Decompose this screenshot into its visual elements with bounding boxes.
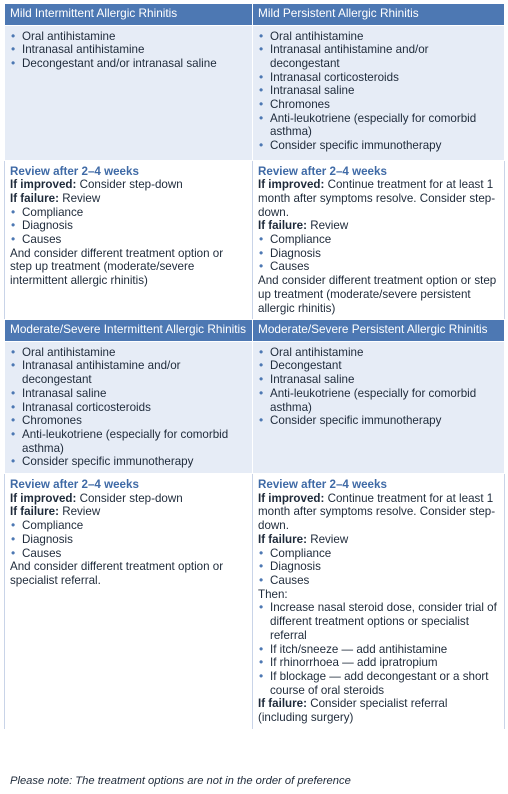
- options-moderate-persistent: [253, 341, 505, 473]
- list-item: • If itch/sneeze — add antihistamine: [258, 643, 499, 657]
- list-item: • Consider specific immunotherapy: [258, 139, 499, 153]
- list-item: • Chromones: [258, 98, 499, 112]
- review-heading: Review after 2–4 weeks: [10, 478, 139, 492]
- options-mild-persistent: [253, 25, 505, 160]
- header-row-moderate: [5, 320, 505, 342]
- review-moderate-intermittent: [5, 474, 253, 730]
- failure-line: [258, 219, 499, 233]
- list-item: • Causes: [10, 547, 247, 561]
- options-row-mild: [5, 25, 505, 160]
- list-item: • Diagnosis: [258, 247, 499, 261]
- review-list: [258, 233, 499, 274]
- list-item: • If blockage — add decongestant or a short course of oral steroids: [258, 670, 499, 697]
- final-failure-line: [258, 697, 499, 724]
- list-item: • Causes: [10, 233, 247, 247]
- review-list: [10, 206, 247, 247]
- review-heading: Review after 2–4 weeks: [258, 164, 387, 178]
- improved-text: Continue treatment for at least 1 month after symptoms resolve. Consider step-down.: [258, 178, 496, 219]
- header-moderate-intermittent: Moderate/Severe Intermittent Allergic Rhinitis: [5, 320, 253, 342]
- list-item: • Intranasal saline: [258, 373, 499, 387]
- list-item: • Intranasal antihistamine and/or decongestant: [10, 359, 247, 386]
- list-item: • Causes: [258, 260, 499, 274]
- improved-text: Continue treatment for at least 1 month after symptoms resolve. Consider step-down.: [258, 491, 496, 533]
- list-item: • Decongestant and/or intranasal saline: [10, 57, 247, 71]
- list-item: • Diagnosis: [10, 533, 247, 547]
- review-list: [10, 519, 247, 560]
- improved-text: Consider step-down: [76, 178, 183, 192]
- list-item: • Diagnosis: [258, 560, 499, 574]
- failure-label: If failure:: [10, 191, 59, 205]
- improved-line: [258, 492, 499, 533]
- failure-line: [10, 192, 247, 206]
- then-list: [258, 601, 499, 697]
- list-item: • Compliance: [10, 206, 247, 220]
- review-heading: Review after 2–4 weeks: [258, 478, 387, 492]
- improved-label: If improved:: [258, 491, 325, 505]
- closing-text: And consider different treatment option or specialist referral.: [10, 560, 224, 587]
- improved-line: [258, 178, 499, 219]
- list-item: • Intranasal saline: [10, 387, 247, 401]
- list-item: • Oral antihistamine: [10, 346, 247, 360]
- failure-label: If failure:: [258, 532, 307, 546]
- list-item: • Oral antihistamine: [258, 30, 499, 44]
- then-label: Then:: [258, 587, 288, 601]
- review-mild-persistent: [253, 160, 505, 320]
- options-moderate-intermittent: [5, 341, 253, 473]
- header-row-mild: [5, 4, 505, 26]
- options-list: [258, 346, 499, 428]
- options-list: [10, 30, 247, 71]
- list-item: • Intranasal antihistamine: [10, 43, 247, 57]
- header-mild-intermittent: Mild Intermittent Allergic Rhinitis: [5, 4, 253, 26]
- failure-label: If failure:: [258, 219, 307, 233]
- failure-text: Review: [306, 532, 349, 546]
- review-heading: Review after 2–4 weeks: [10, 164, 139, 178]
- failure-text: Review: [306, 219, 349, 233]
- list-item: • Decongestant: [258, 359, 499, 373]
- closing-text: And consider different treatment option or step up treatment (moderate/severe persistent allergic rhinitis): [258, 274, 497, 315]
- review-row-moderate: [5, 474, 505, 730]
- improved-label: If improved:: [258, 178, 325, 192]
- final-failure-label: If failure:: [258, 697, 307, 711]
- treatment-table-wrapper: [4, 3, 504, 730]
- options-list: [10, 346, 247, 469]
- improved-text: Consider step-down: [76, 491, 183, 505]
- improved-line: [10, 178, 247, 192]
- review-moderate-persistent: [253, 474, 505, 730]
- review-row-mild: [5, 160, 505, 320]
- list-item: • Intranasal corticosteroids: [258, 71, 499, 85]
- list-item: • Consider specific immunotherapy: [10, 455, 247, 469]
- header-moderate-persistent: Moderate/Severe Persistent Allergic Rhinitis: [253, 320, 505, 342]
- header-mild-persistent: Mild Persistent Allergic Rhinitis: [253, 4, 505, 26]
- failure-line: [258, 533, 499, 547]
- list-item: • Causes: [258, 574, 499, 588]
- improved-line: [10, 492, 247, 506]
- improved-label: If improved:: [10, 178, 77, 192]
- options-row-moderate: [5, 341, 505, 473]
- improved-label: If improved:: [10, 491, 77, 505]
- list-item: • Consider specific immunotherapy: [258, 414, 499, 428]
- list-item: • If rhinorrhoea — add ipratropium: [258, 656, 499, 670]
- list-item: • Oral antihistamine: [10, 30, 247, 44]
- list-item: • Anti-leukotriene (especially for comorbid asthma): [258, 387, 499, 414]
- list-item: • Compliance: [10, 519, 247, 533]
- list-item: • Anti-leukotriene (especially for comorbid asthma): [10, 428, 247, 455]
- list-item: • Compliance: [258, 547, 499, 561]
- list-item: • Intranasal saline: [258, 84, 499, 98]
- list-item: • Compliance: [258, 233, 499, 247]
- list-item: • Anti-leukotriene (especially for comorbid asthma): [258, 112, 499, 139]
- failure-label: If failure:: [10, 505, 59, 519]
- treatment-table: [4, 3, 505, 730]
- options-mild-intermittent: [5, 25, 253, 160]
- failure-text: Review: [58, 191, 101, 205]
- footnote: Please note: The treatment options are not in the order of preference: [10, 775, 351, 787]
- closing-text: And consider different treatment option or step up treatment (moderate/severe intermittent allergic rhinitis): [10, 246, 224, 288]
- failure-text: Review: [58, 505, 101, 519]
- list-item: • Increase nasal steroid dose, consider trial of different treatment options or specialist referral: [258, 601, 499, 642]
- list-item: • Diagnosis: [10, 219, 247, 233]
- options-list: [258, 30, 499, 153]
- review-list: [258, 547, 499, 588]
- list-item: • Intranasal antihistamine and/or decongestant: [258, 43, 499, 70]
- list-item: • Intranasal corticosteroids: [10, 401, 247, 415]
- review-mild-intermittent: [5, 160, 253, 320]
- list-item: • Chromones: [10, 414, 247, 428]
- list-item: • Oral antihistamine: [258, 346, 499, 360]
- failure-line: [10, 505, 247, 519]
- final-failure-text: Consider specialist referral (including surgery): [258, 697, 448, 725]
